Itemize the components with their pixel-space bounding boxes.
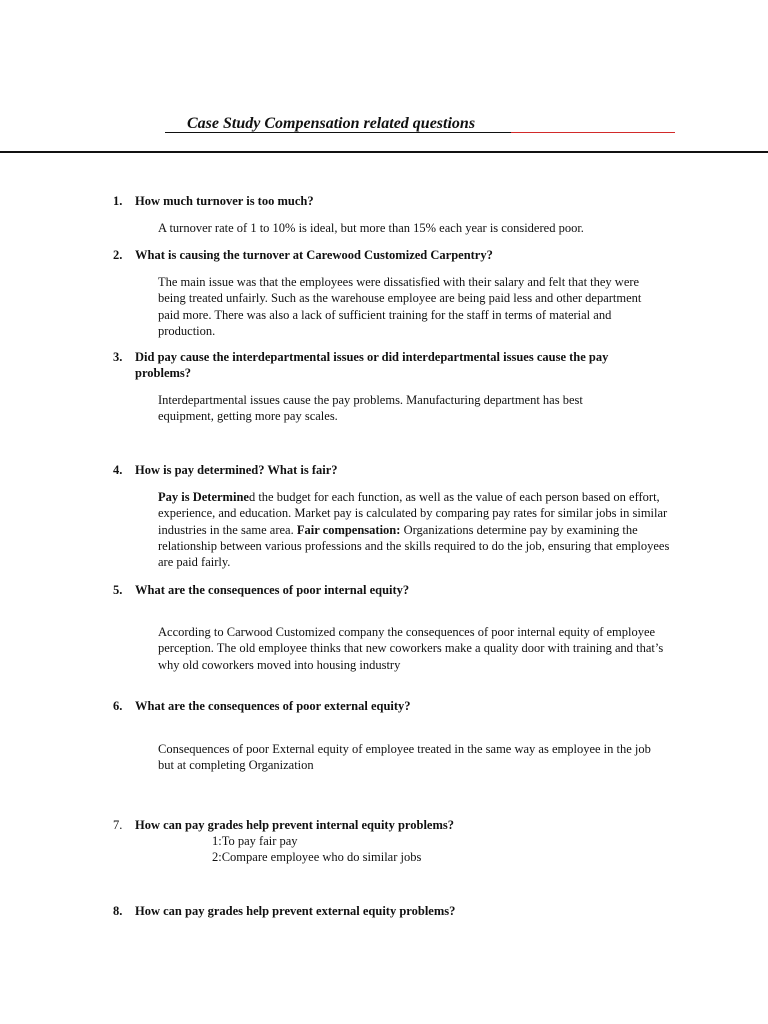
question-text: How can pay grades help prevent internal equity problems? <box>135 818 454 832</box>
answer-text: d the budget for each function, as well as the value of each person based on effort, experience, and education. Market pay is calculated by comparing pay rates for similar jobs in similar industries in the same area. <box>158 490 668 537</box>
answer-bold-term: Pay is Determine <box>158 490 249 504</box>
answer-bold-term: Fair compensation: <box>296 522 401 537</box>
question-number: 6. <box>113 699 123 713</box>
question-number: 3. <box>113 350 123 364</box>
question-text: How can pay grades help prevent external equity problems? <box>135 904 456 918</box>
question-number: 8. <box>113 904 123 918</box>
question-text: What is causing the turnover at Carewood Customized Carpentry? <box>135 248 493 262</box>
question-3 <box>113 349 658 381</box>
question-text: Did pay cause the interdepartmental issues or did interdepartmental issues cause the pay problems? <box>135 350 609 380</box>
title-block <box>165 115 675 135</box>
question-number: 7. <box>113 818 123 832</box>
title-underline-red <box>511 132 675 133</box>
question-6 <box>113 698 673 714</box>
question-5 <box>113 582 673 598</box>
answer-1: A turnover rate of 1 to 10% is ideal, but more than 15% each year is considered poor. <box>158 221 584 235</box>
question-text: How is pay determined? What is fair? <box>135 463 338 477</box>
sub-item: 1:To pay fair pay <box>212 834 298 848</box>
question-7 <box>113 817 673 833</box>
answer-6: Consequences of poor External equity of employee treated in the same way as employee in the job but at completing Organization <box>158 742 651 773</box>
sub-item: 2:Compare employee who do similar jobs <box>212 850 422 864</box>
question-2 <box>113 247 673 263</box>
question-number: 1. <box>113 194 123 208</box>
answer-text: Organizations determine pay by examining the relationship between various professions and the skills required to do the job, ensuring that employees are paid fairly. <box>158 522 670 570</box>
question-number: 2. <box>113 248 123 262</box>
answer-5: According to Carwood Customized company the consequences of poor internal equity of employee perception. The old employee thinks that new coworkers make a quality door with training and that’s why old coworkers moved into housing industry <box>158 625 664 672</box>
answer-3: Interdepartmental issues cause the pay problems. Manufacturing department has best equipment, getting more pay scales. <box>158 393 583 424</box>
question-number: 4. <box>113 463 123 477</box>
question-4 <box>113 462 673 478</box>
question-number: 5. <box>113 583 123 597</box>
question-text: How much turnover is too much? <box>135 194 314 208</box>
answer-2: The main issue was that the employees were dissatisfied with their salary and felt that they were being treated unfairly. Such as the warehouse employee are being paid less and other department paid more. There was also a lack of sufficient training for the staff in terms of material and production. <box>158 275 642 338</box>
question-text: What are the consequences of poor internal equity? <box>135 583 410 597</box>
question-1 <box>113 193 673 209</box>
header-divider <box>0 151 768 153</box>
answer-4 <box>158 489 683 570</box>
page-title: Case Study Compensation related questions <box>187 115 476 132</box>
question-text: What are the consequences of poor external equity? <box>135 699 411 713</box>
question-8 <box>113 903 673 919</box>
